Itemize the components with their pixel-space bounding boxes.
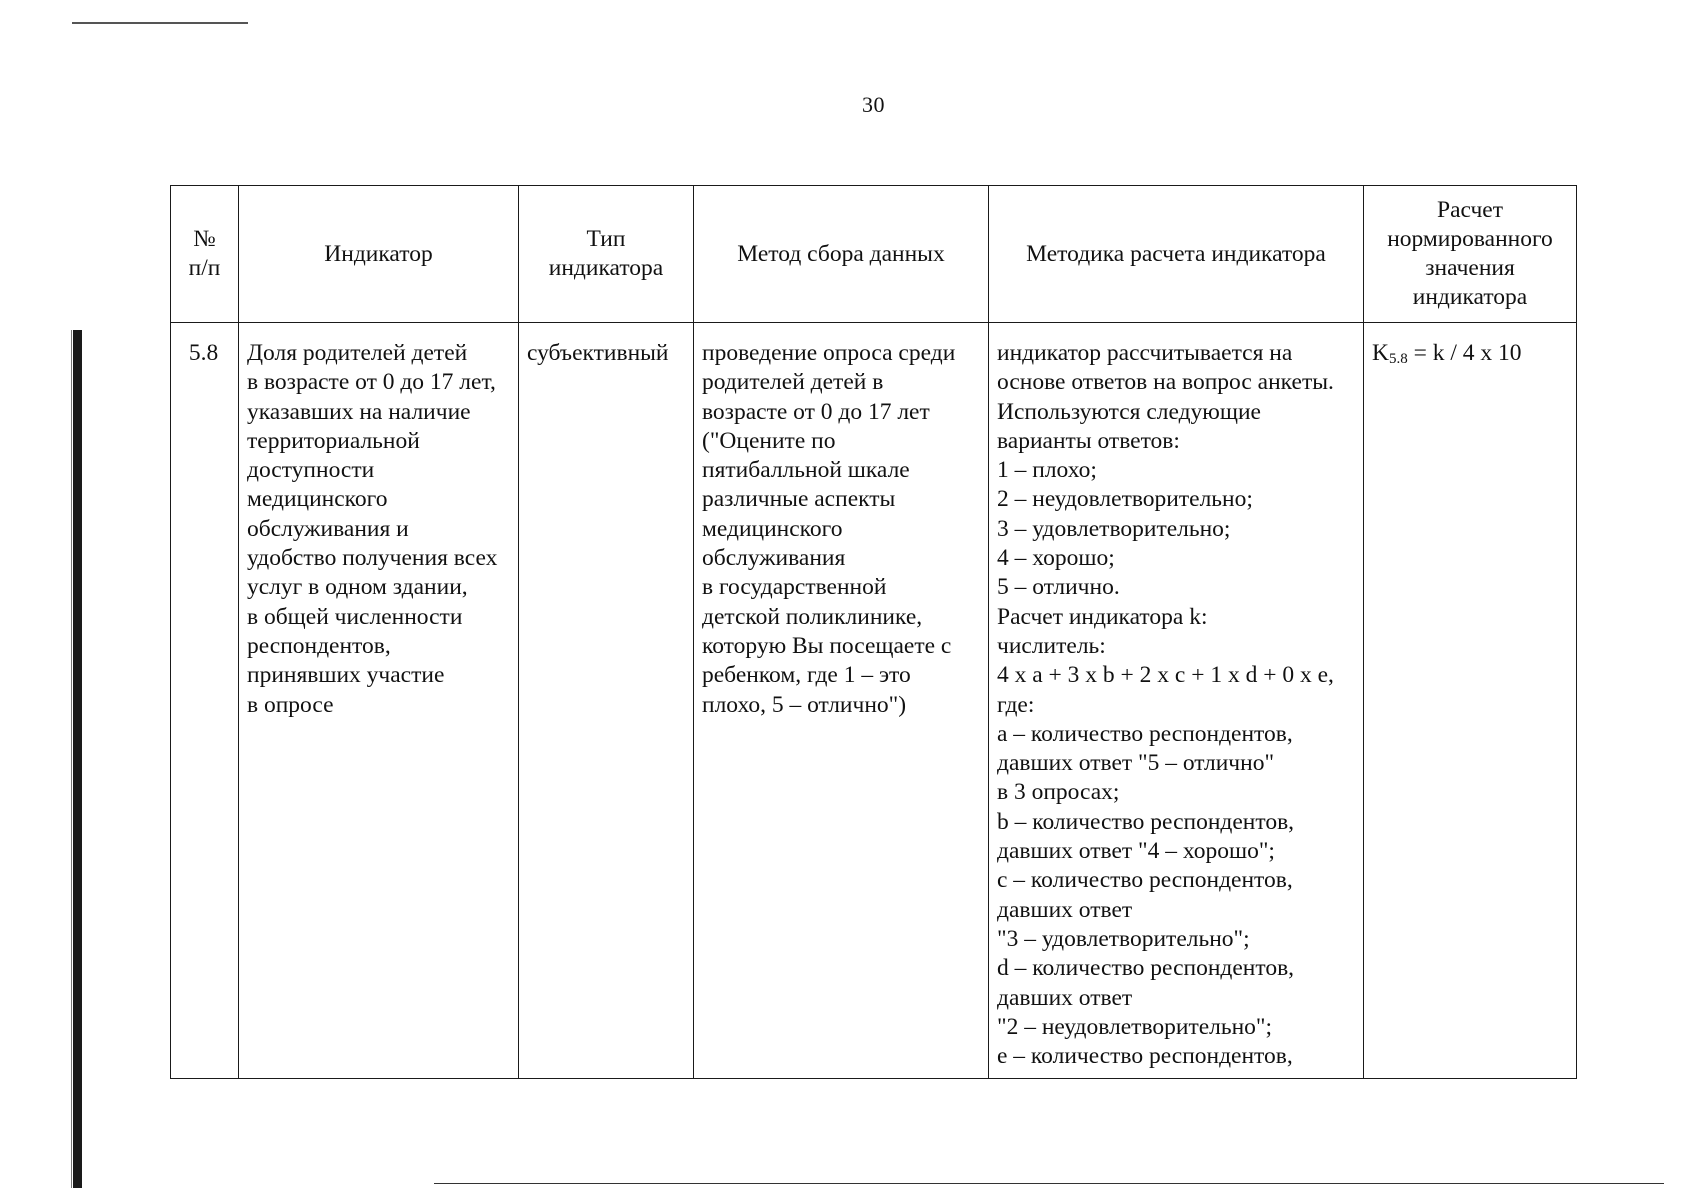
header-type-label: Тип индикатора <box>548 226 664 281</box>
header-method <box>694 186 989 323</box>
header-indicator <box>239 186 519 323</box>
row-calc-method-text: индикатор рассчитывается на основе ответов на вопрос анкеты. Используются следующие варианты ответов: 1 – плохо; 2 – неудовлетворительно; 3 – удовлетворительно; 4 – хорошо; 5 – отлично. Расчет индикатора k: числитель: 4 x a + 3 x b + 2 x c + 1 x d + 0 x e, где: a – количество респондентов, давших ответ "5 – отлично" в 3 опросах; b – количество респондентов, давших ответ "4 – хорошо"; c – количество респондентов, давших ответ "3 – удовлетворительно"; d – количество респондентов, давших ответ "2 – неудовлетворительно"; e – количество респондентов, <box>997 340 1334 1070</box>
cell-normalized <box>1364 323 1577 1079</box>
table-body <box>171 323 1577 1079</box>
header-num-label: № п/п <box>188 226 221 281</box>
cell-method <box>694 323 989 1079</box>
cell-type <box>519 323 694 1079</box>
row-type-text: субъективный <box>527 340 669 366</box>
page-number: 30 <box>862 92 885 117</box>
scan-artifact-bottom-line <box>434 1183 1664 1184</box>
formula-body: = k / 4 x 10 <box>1407 340 1522 366</box>
header-method-label: Метод сбора данных <box>737 240 945 267</box>
header-normalized <box>1364 186 1577 323</box>
table-header <box>171 186 1577 323</box>
row-indicator-text: Доля родителей детей в возрасте от 0 до 17 лет, указавших на наличие территориальной доступности медицинского обслуживания и удобство получения всех услуг в одном здании, в общей численности респондентов, принявших участие в опросе <box>247 340 498 718</box>
cell-indicator <box>239 323 519 1079</box>
header-calc-method-label: Методика расчета индикатора <box>1026 240 1326 267</box>
cell-num <box>171 323 239 1079</box>
formula-prefix: K <box>1372 340 1389 366</box>
table-header-row <box>171 186 1577 323</box>
header-type <box>519 186 694 323</box>
row-num: 5.8 <box>188 340 219 366</box>
cell-calc-method <box>989 323 1364 1079</box>
table-row <box>171 323 1577 1079</box>
scan-artifact-top-line <box>72 22 248 24</box>
indicator-table <box>170 185 1577 1079</box>
header-num <box>171 186 239 323</box>
scan-artifact-left-edge <box>71 330 72 1188</box>
scan-artifact-left-bar <box>73 330 82 1188</box>
row-normalized-formula <box>1364 339 1576 374</box>
formula-subscript: 5.8 <box>1388 351 1408 367</box>
row-method-text: проведение опроса среди родителей детей в возрасте от 0 до 17 лет ("Оцените по пятибалльной шкале различные аспекты медицинского обслуживания в государственной детской поликлинике, которую Вы посещаете с ребенком, где 1 – это плохо, 5 – отлично") <box>702 340 956 718</box>
header-indicator-label: Индикатор <box>324 240 433 267</box>
header-calc-method <box>989 186 1364 323</box>
header-normalized-label: Расчет нормированного значения индикатора <box>1387 197 1553 310</box>
